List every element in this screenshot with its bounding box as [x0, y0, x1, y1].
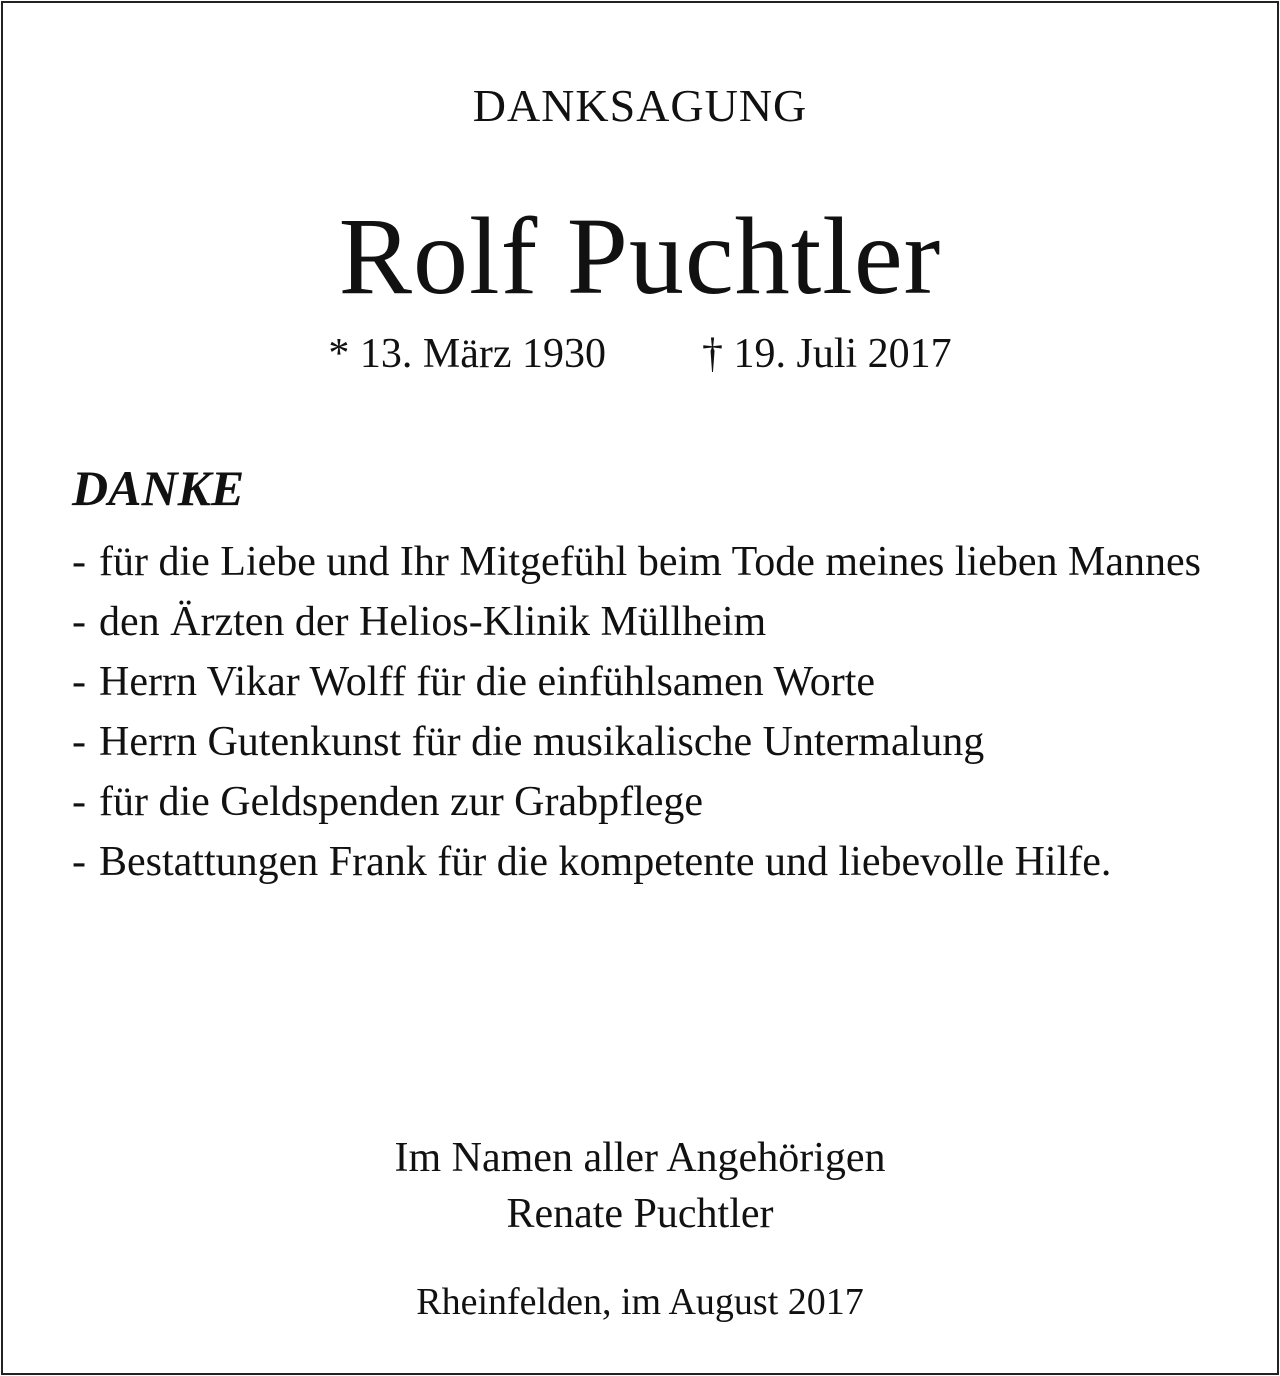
- thanks-item: [72, 532, 1222, 592]
- life-dates: [0, 326, 1280, 382]
- place-and-date: Rheinfelden, im August 2017: [416, 1281, 864, 1323]
- list-dash: -: [72, 659, 86, 705]
- notice-heading: DANKSAGUNG: [472, 80, 808, 131]
- thanks-title: DANKE: [72, 460, 245, 516]
- list-dash: -: [72, 839, 86, 885]
- list-dash: -: [72, 779, 86, 825]
- thanks-item-text: Herrn Vikar Wolff für die einfühlsamen Worte: [99, 659, 876, 705]
- thanks-item: [72, 772, 1222, 832]
- thanks-list: [72, 532, 1222, 892]
- thanks-item-text: Bestattungen Frank für die kompetente und liebevolle Hilfe.: [99, 839, 1112, 885]
- thanks-item-text: den Ärzten der Helios-Klinik Müllheim: [99, 599, 767, 645]
- thanks-item: [72, 712, 1222, 772]
- closing-line: Im Namen aller Angehörigen: [394, 1135, 886, 1181]
- thanks-item: [72, 592, 1222, 652]
- list-dash: -: [72, 719, 86, 765]
- death-date: † 19. Juli 2017: [701, 331, 952, 377]
- list-dash: -: [72, 599, 86, 645]
- birth-date: * 13. März 1930: [328, 331, 606, 377]
- deceased-name: Rolf Puchtler: [338, 195, 942, 317]
- list-dash: -: [72, 539, 86, 585]
- thanks-item-text: Herrn Gutenkunst für die musikalische Untermalung: [99, 719, 985, 765]
- thanks-item-text: für die Geldspenden zur Grabpflege: [99, 779, 704, 825]
- thanks-item: [72, 832, 1222, 892]
- closing-block: [0, 1130, 1280, 1242]
- thanks-item: [72, 652, 1222, 712]
- signature: Renate Puchtler: [506, 1191, 774, 1237]
- thanks-item-text: für die Liebe und Ihr Mitgefühl beim Tode meines lieben Mannes: [99, 539, 1201, 585]
